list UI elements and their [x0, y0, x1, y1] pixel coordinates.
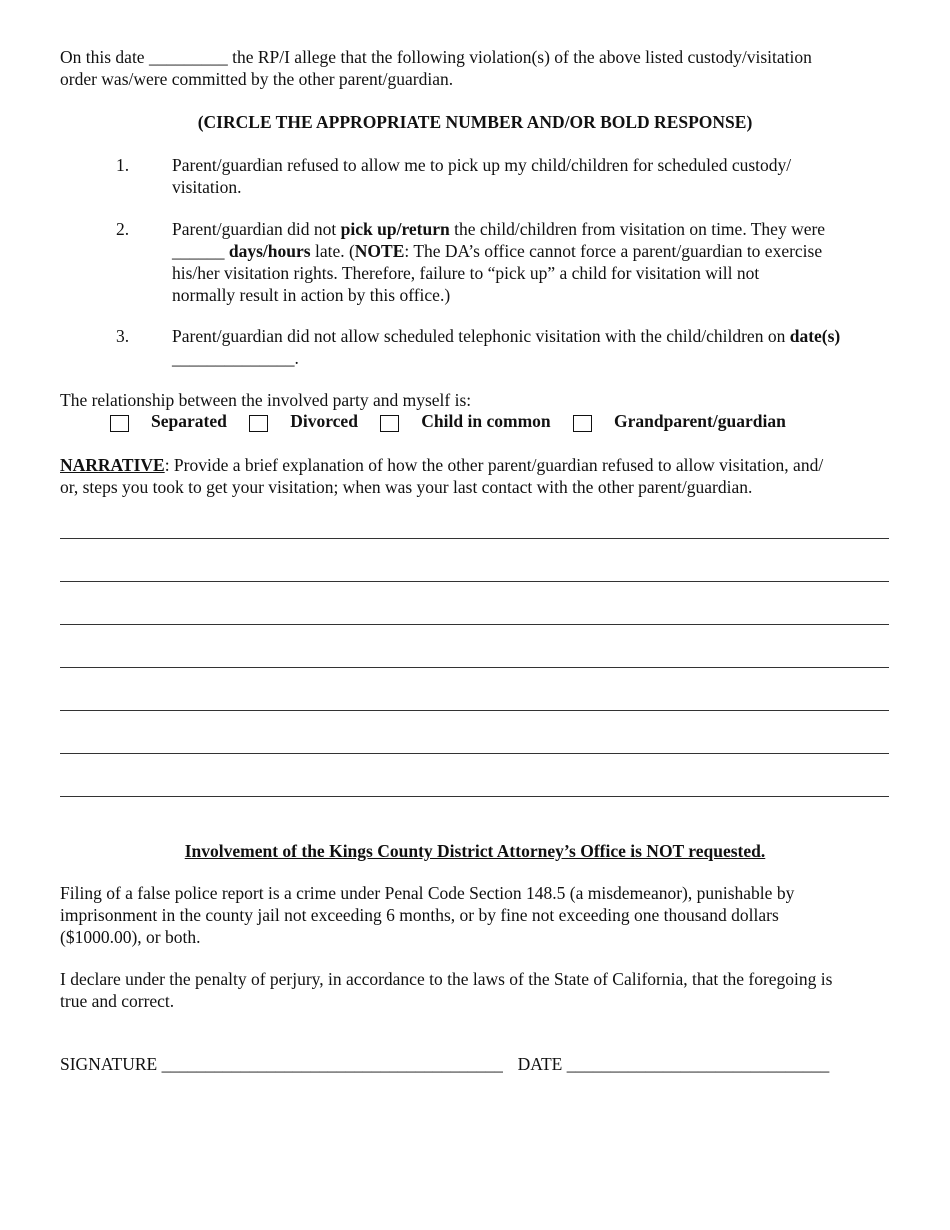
date-label: DATE	[517, 1054, 563, 1074]
item-text: normally result in action by this office.)	[172, 285, 451, 305]
narrative-paragraph	[60, 454, 890, 498]
relationship-label: The relationship between the involved party and myself is:	[60, 390, 472, 410]
instruction-heading: (CIRCLE THE APPROPRIATE NUMBER AND/OR BOLD RESPONSE)	[197, 112, 753, 132]
separated-checkbox[interactable]	[110, 415, 129, 432]
item-text: his/her visitation rights. Therefore, failure to “pick up” a child for visitation will not	[172, 263, 760, 283]
item-text: Parent/guardian did not allow scheduled telephonic visitation with the child/children on	[172, 326, 790, 346]
divorced-checkbox[interactable]	[249, 415, 268, 432]
option-grandparent-guardian[interactable]	[573, 411, 786, 432]
child-in-common-checkbox[interactable]	[380, 415, 399, 432]
late-amount-blank[interactable]: ______	[172, 241, 225, 261]
note-label: NOTE	[354, 241, 405, 261]
false-report-paragraph	[60, 882, 890, 948]
option-divorced[interactable]	[249, 411, 358, 432]
days-hours-option[interactable]: days/hours	[228, 241, 311, 261]
signature-row	[60, 1053, 890, 1075]
involvement-notice-text: Involvement of the Kings County District Attorney’s Office is NOT requested.	[184, 841, 766, 861]
item-text: Parent/guardian did not	[172, 219, 341, 239]
declaration-paragraph	[60, 968, 890, 1012]
item-number: 1.	[116, 155, 130, 175]
item-text: late. (	[310, 241, 355, 261]
narrative-text: : Provide a brief explanation of how the other parent/guardian refused to allow visitation, and/	[164, 455, 824, 475]
narrative-line[interactable]	[60, 667, 889, 668]
false-report-text: imprisonment in the county jail not exceeding 6 months, or by fine not exceeding one thousand dollars	[60, 905, 779, 925]
false-report-text: Filing of a false police report is a crime under Penal Code Section 148.5 (a misdemeanor), punishable by	[60, 883, 795, 903]
signature-field[interactable]: _______________________________________	[161, 1054, 503, 1074]
item-text: visitation.	[172, 177, 242, 197]
option-label: Grandparent/guardian	[614, 411, 786, 431]
narrative-line[interactable]	[60, 581, 889, 582]
date-field[interactable]: ______________________________	[566, 1054, 830, 1074]
option-child-in-common[interactable]	[380, 411, 550, 432]
narrative-line[interactable]	[60, 753, 889, 754]
date-blank[interactable]: _________	[148, 47, 228, 67]
item-number: 2.	[116, 219, 130, 239]
dates-blank[interactable]: ______________.	[172, 348, 299, 368]
signature-label: SIGNATURE	[60, 1054, 158, 1074]
false-report-text: ($1000.00), or both.	[60, 927, 201, 947]
declaration-text: I declare under the penalty of perjury, in accordance to the laws of the State of California, that the foregoing is	[60, 969, 833, 989]
option-label: Separated	[151, 411, 227, 431]
narrative-line[interactable]	[60, 710, 889, 711]
narrative-line[interactable]	[60, 538, 889, 539]
pick-up-return-option[interactable]: pick up/return	[340, 219, 450, 239]
item-text: the child/children from visitation on time. They were	[449, 219, 826, 239]
intro-rest: the RP/I allege that the following violation(s) of the above listed custody/visitation	[232, 47, 812, 67]
narrative-line[interactable]	[60, 796, 889, 797]
item-text: Parent/guardian refused to allow me to pick up my child/children for scheduled custody/	[172, 155, 792, 175]
option-label: Child in common	[421, 411, 551, 431]
grandparent-guardian-checkbox[interactable]	[573, 415, 592, 432]
declaration-text: true and correct.	[60, 991, 175, 1011]
option-separated[interactable]	[110, 411, 227, 432]
narrative-line[interactable]	[60, 624, 889, 625]
dates-option[interactable]: date(s)	[789, 326, 841, 346]
intro-prefix: On this date	[60, 47, 145, 67]
item-number: 3.	[116, 326, 130, 346]
item-text: : The DA’s office cannot force a parent/guardian to exercise	[404, 241, 823, 261]
narrative-heading: NARRATIVE	[60, 455, 165, 475]
intro-line2: order was/were committed by the other parent/guardian.	[60, 69, 454, 89]
option-label: Divorced	[290, 411, 358, 431]
involvement-notice	[60, 840, 890, 862]
relationship-options	[110, 411, 804, 435]
narrative-text: or, steps you took to get your visitation; when was your last contact with the other parent/guardian.	[60, 477, 753, 497]
intro-paragraph	[60, 46, 890, 90]
